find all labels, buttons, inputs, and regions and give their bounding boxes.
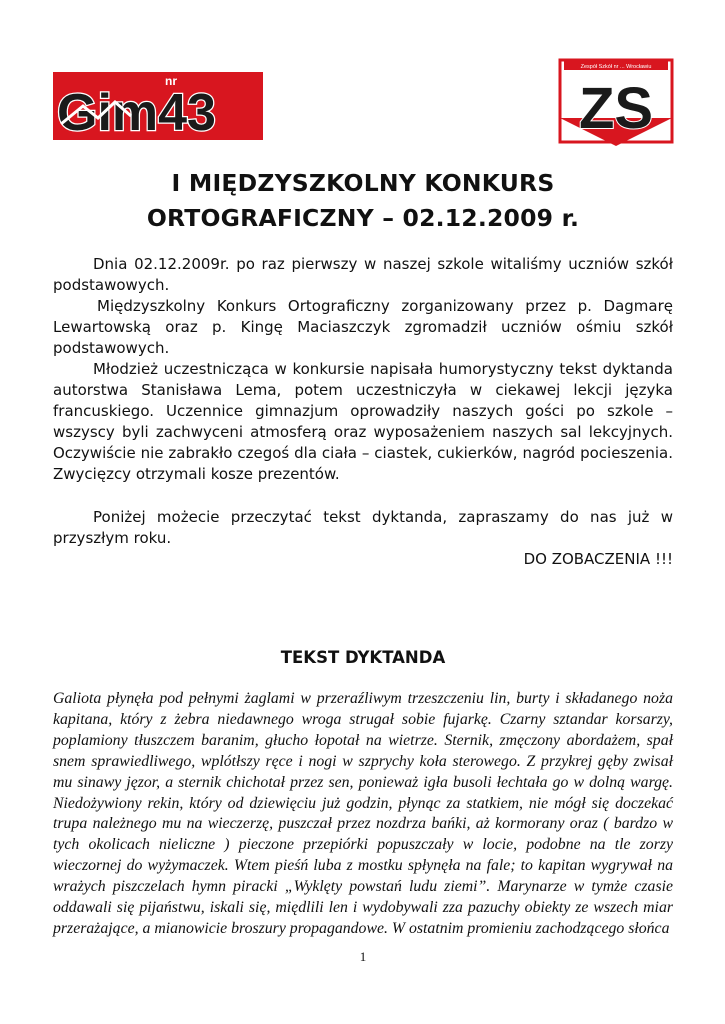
paragraph-1: Dnia 02.12.2009r. po raz pierwszy w naszej szkole witaliśmy uczniów szkół podstawowych. — [53, 255, 673, 294]
gim43-logo — [53, 72, 263, 140]
paragraph-spacer — [53, 485, 673, 507]
zs-logo-graphic — [558, 58, 676, 150]
gim43-logo-graphic — [53, 72, 263, 140]
dictation-title: TEKST DYKTANDA — [280, 648, 446, 667]
svg-text:nr: nr — [165, 74, 177, 88]
dictation-text: Galiota płynęła pod pełnymi żaglami w przeraźliwym trzeszczeniu lin, burty i składanego noża kapitana, który z żebra niedawnego wroga strugał sobie fujarkę. Czarny sztandar korsarzy, poplamiony tłuszczem baranim, głucho łopotał na wietrze. Sternik, zmęczony abordażem, spał snem sprawiedliwego, wplótłszy ręce i nogi w szprychy koła sterowego. Z przykrej gęby zwisał mu sinawy jęzor, a sternik chichotał przez sen, ponieważ igła busoli łechtała go w dolną wargę. Niedożywiony rekin, który od dziewięciu już godzin, płynąc za statkiem, nie mógł się doczekać trupa należnego mu na wieczerzę, puszczał przez nozdrza bańki, aż kormorany oraz ( bardzo w tych okolicach nieliczne ) pieczone przepiórki popuszczały w locie, podobne na tle zorzy wieczornej do wyżymaczek. Wtem pieśń luba z mostku spłynęła na fale; to kapitan wygrywał na wrażych piszczelach hymn piracki „Wyklęty powstań ludu ziemi”. Marynarze w tymże czasie oddawali się pijaństwu, iskali się, międlili len i wydobywali zza pazuchy obiekty ze wszech miar przerażające, a mianowicie broszury propagandowe. W ostatnim promieniu zachodzącego słońca — [53, 690, 673, 937]
svg-text:Gim43: Gim43 — [57, 84, 216, 140]
title-line-1: I MIĘDZYSZKOLNY KONKURS — [171, 169, 555, 197]
page-number: 1 — [359, 949, 367, 964]
paragraph-3: Młodzież uczestnicząca w konkursie napisała humorystyczny tekst dyktanda autorstwa Stanisława Lema, potem uczestniczyła w ciekawej lekcji języka francuskiego. Uczennice gimnazjum oprowadziły naszych gości po szkole – wszyscy byli zachwyceni atmosferą oraz wyposażeniem naszych sal lekcyjnych. Oczywiście nie zabrakło czegoś dla ciała – ciastek, cukierków, nagród pocieszenia. Zwycięzcy otrzymali kosze prezentów. — [53, 360, 673, 483]
paragraph-2: Międzyszkolny Konkurs Ortograficzny zorganizowany przez p. Dagmarę Lewartowską oraz p. Kingę Maciaszczyk zgromadził uczniów ośmiu szkół podstawowych. — [53, 297, 673, 357]
zs-logo — [558, 58, 676, 150]
page-title — [52, 166, 674, 236]
svg-text:ZS: ZS — [578, 76, 654, 141]
article-body — [53, 254, 673, 570]
closing-line: DO ZOBACZENIA !!! — [523, 550, 673, 568]
paragraph-4: Poniżej możecie przeczytać tekst dyktanda, zapraszamy do nas już w przyszłym roku. — [53, 508, 673, 547]
title-line-2: ORTOGRAFICZNY – 02.12.2009 r. — [146, 204, 580, 232]
svg-text:Zespół Szkół nr ... Wrocławiu: Zespół Szkół nr ... Wrocławiu — [580, 64, 652, 70]
